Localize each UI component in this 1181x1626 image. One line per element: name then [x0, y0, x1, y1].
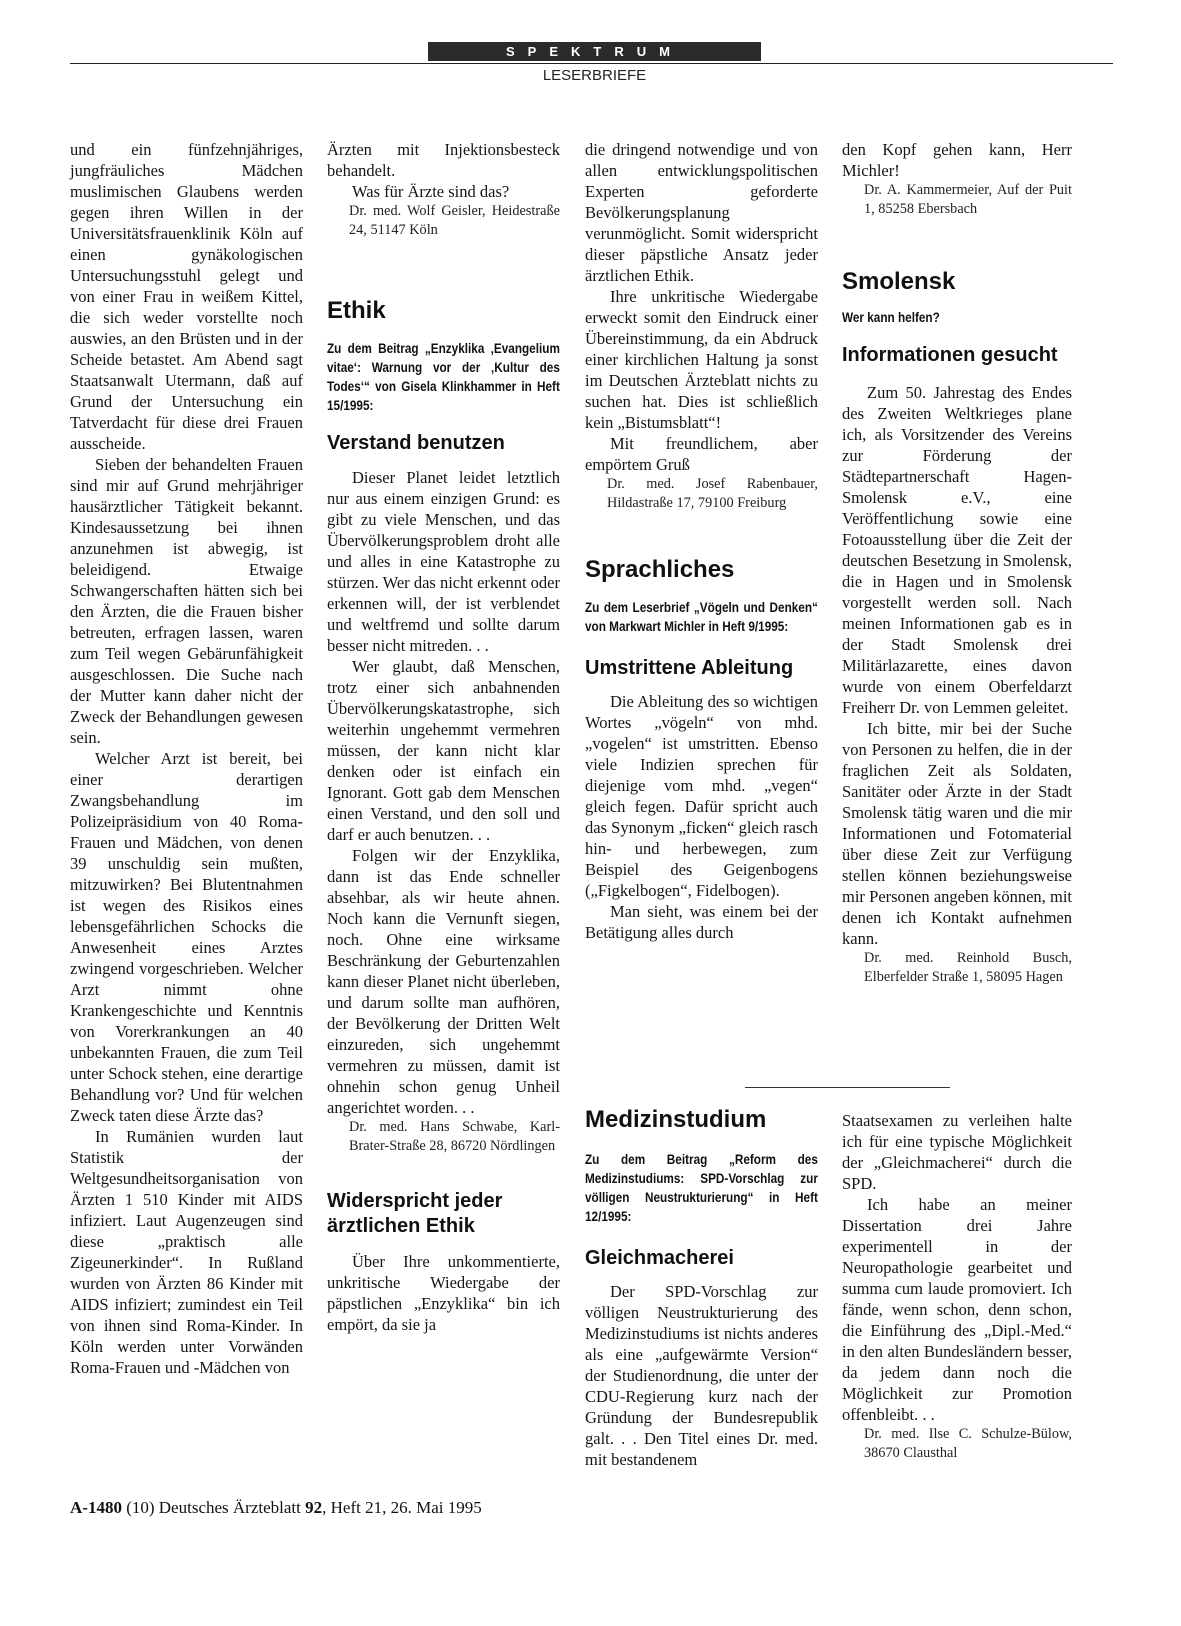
signature: Dr. med. Hans Schwabe, Karl-Brater-Straße 28, 86720 Nördlingen [349, 1119, 560, 1154]
medizinstudium-column-a [585, 1106, 818, 1470]
paragraph: den Kopf gehen kann, Herr Michler! [842, 140, 1072, 180]
paragraph: Dieser Planet leidet letztlich nur aus einem einzigen Grund: es gibt zu viele Menschen, und das Übervölkerungsproblem droht alle und alles in eine Katastrophe zu stürzen. Wer das nicht erkennt oder erkennen will, der ist verblendet und weltfremd und sollte darum besser nicht mitreden. . . [327, 468, 560, 655]
paragraph: Staatsexamen zu verleihen halte ich für eine typische Möglichkeit der „Gleichmacherei“ durch die SPD. [842, 1111, 1072, 1193]
article-reference: Zu dem Beitrag „Enzyklika ‚Evangelium vitae‘: Warnung vor der ‚Kultur des Todes‘“ von Gisela Klinkhammer in Heft 15/1995: [327, 340, 560, 413]
letter-heading: Verstand benutzen [327, 432, 505, 454]
column-4 [842, 139, 1072, 986]
subsection-label: LESERBRIEFE [542, 67, 647, 84]
paragraph: Ärzten mit Injektionsbesteck behandelt. [327, 140, 560, 180]
header-rule [70, 63, 1113, 64]
article-reference: Wer kann helfen? [842, 309, 940, 325]
page-number: A-1480 [70, 1498, 122, 1517]
letter-heading: Widerspricht jeder ärztlichen Ethik [327, 1190, 503, 1237]
section-heading-sprachliches: Sprachliches [585, 556, 735, 583]
column-1 [70, 139, 303, 1378]
issue-date: , Heft 21, 26. Mai 1995 [322, 1498, 482, 1517]
paragraph: Zum 50. Jahrestag des Endes des Zweiten Weltkrieges plane ich, als Vorsitzender des Vereins zur Förderung der Städtepartnerschaft Hagen-Smolensk e.V., eine Veröffentlichung sowie eine Fotoausstellung über die Zeit der deutschen Besetzung in Smolensk, die in Hagen und in Smolensk vorgestellt werden soll. Nach meinen Informationen gab es in der Stadt Smolensk drei Militärlazarette, eines davon wurde von einem Oberfeldarzt Freiherr Dr. von Lemmen geleitet. [842, 383, 1072, 717]
signature: Dr. med. Ilse C. Schulze-Bülow, 38670 Clausthal [864, 1426, 1072, 1461]
issue-page: (10) [126, 1498, 155, 1517]
paragraph: Man sieht, was einem bei der Betätigung alles durch [585, 902, 818, 942]
signature: Dr. med. Wolf Geisler, Heidestraße 24, 51147 Köln [349, 203, 560, 238]
column-3 [585, 139, 818, 943]
paragraph: die dringend notwendige und von allen entwicklungspolitischen Experten geforderte Bevölkerungsplanung verunmöglicht. Somit widerspricht dieser päpstliche Ansatz jeder ärztlichen Ethik. [585, 140, 818, 285]
paragraph: Die Ableitung des so wichtigen Wortes „vögeln“ von mhd. „vogelen“ ist umstritten. Ebenso viele Indizien sprechen für diejenige vom mhd. „vegen“ gleich fegen. Dafür spricht auch das Synonym „ficken“ gleich rasch hin- und herbewegen, zum Beispiel des Geigenbogens („Figkelbogen“, Fidelbogen). [585, 692, 818, 900]
paragraph: Mit freundlichem, aber empörtem Gruß [585, 434, 818, 474]
letter-heading: Umstrittene Ableitung [585, 657, 794, 679]
paragraph: Über Ihre unkommentierte, unkritische Wiedergabe der päpstlichen „Enzyklika“ bin ich empört, da sie ja [327, 1252, 560, 1334]
paragraph: Ich bitte, mir bei der Suche von Personen zu helfen, die in der fraglichen Zeit als Soldaten, Sanitäter oder Ärzte in der Stadt Smolensk tätig waren und die mir Informationen und Fotomaterial über diese Zeit zur Verfügung stellen können beziehungsweise mir Personen angeben können, mit denen ich Kontakt aufnehmen kann. [842, 719, 1072, 948]
section-heading-smolensk: Smolensk [842, 268, 956, 295]
article-reference: Zu dem Leserbrief „Vögeln und Denken“ von Markwart Michler in Heft 9/1995: [585, 599, 818, 634]
paragraph: Sieben der behandelten Frauen sind mir auf Grund mehrjähriger hausärztlicher Tätigkeit bekannt. Kindesaussetzung bei ihnen anzunehmen ist abwegig, ist beleidigend. Etwaige Schwangerschaften hätten sich bei den Ärzten, die die Frauen bisher betreuten, erfragen lassen, waren zum Teil wegen Gebärunfähigkeit ausgeschlossen. Die Suche nach der Mutter kann daher nicht der Zweck der Behandlungen gewesen sein. [70, 455, 303, 747]
column-2 [327, 139, 560, 1335]
volume-number: 92 [305, 1498, 323, 1517]
signature: Dr. A. Kammermeier, Auf der Puit 1, 85258 Ebersbach [864, 182, 1072, 217]
letter-heading: Informationen gesucht [842, 344, 1058, 366]
signature: Dr. med. Josef Rabenbauer, Hildastraße 17, 79100 Freiburg [607, 476, 818, 511]
section-heading-medizinstudium: Medizinstudium [585, 1106, 767, 1133]
paragraph: Der SPD-Vorschlag zur völligen Neustrukturierung des Medizinstudiums ist nichts anderes als eine „aufgewärmte Version“ der Studienordnung, die unter der CDU-Regierung kurz nach der Gründung der Bundesrepublik galt. . . Den Titel eines Dr. med. mit bestandenem [585, 1282, 818, 1469]
section-banner: SPEKTRUM [428, 42, 761, 61]
paragraph: In Rumänien wurden laut Statistik der Weltgesundheitsorganisation von Ärzten 1 510 Kinder mit AIDS infiziert. Laut Augenzeugen sind diese „praktisch alle Zigeunerkinder“. In Rußland wurden von Ärzten 86 Kinder mit AIDS infiziert; zumindest ein Teil von ihnen sind Roma-Kinder. In Köln werden unter Vorwänden Roma-Frauen und -Mädchen von [70, 1127, 303, 1377]
paragraph: Welcher Arzt ist bereit, bei einer derartigen Zwangsbehandlung im Polizeipräsidium von 40 Roma-Frauen und Mädchen, von denen 39 unschuldig sein mußten, mitzuwirken? Bei Blutentnahmen ist wegen des Risikos eines lebensgefährlichen Schocks die Anwesenheit eines Arztes zwingend vorgeschrieben. Welcher Arzt nimmt ohne Krankengeschichte und Kenntnis von Vorerkrankungen an 40 unbekannten Frauen, die zum Teil unter Schock stehen, eine derartige Behandlung vor? Und für welchen Zweck taten diese Ärzte das? [70, 749, 303, 1125]
paragraph: Ich habe an meiner Dissertation drei Jahre experimentell in der Neuropathologie gearbeitet und summa cum laude promoviert. Ich fände, wenn schon, denn schon, die Einführung des „Dipl.-Med.“ in den alten Bundesländern besser, da jedem dann noch die Möglichkeit zur Promotion offenbleibt. . . [842, 1195, 1072, 1424]
paragraph: Folgen wir der Enzyklika, dann ist das Ende schneller absehbar, als wir heute ahnen. Noch kann die Vernunft siegen, noch. Ohne eine wirksame Beschränkung der Geburtenzahlen kann dieser Planet nicht überleben, und darum sollte man aufhören, der Bevölkerung der Dritten Welt einzureden, sich ungehemmt vermehren zu müssen, damit ist ohnehin schon genug Unheil angerichtet worden. . . [327, 846, 560, 1117]
paragraph: und ein fünfzehnjähriges, jungfräuliches Mädchen muslimischen Glaubens werden gegen ihren Willen in der Universitätsfrauenklinik Köln auf einen gynäkologischen Untersuchungsstuhl gelegt und von einer Frau in weißem Kittel, die sich weder vorstellte noch auswies, an den Brüsten und in der Scheide betastet. Am Abend sagt Staatsanwalt Utermann, daß auf Grund der Untersuchung ein Tatverdacht für diese drei Frauen ausscheide. [70, 140, 303, 453]
page-footer [70, 1498, 482, 1518]
paragraph: Was für Ärzte sind das? [352, 182, 510, 201]
section-heading-ethik: Ethik [327, 297, 386, 324]
medizinstudium-column-b [842, 1110, 1072, 1462]
signature: Dr. med. Reinhold Busch, Elberfelder Straße 1, 58095 Hagen [864, 950, 1072, 985]
section-divider [745, 1087, 950, 1088]
paragraph: Wer glaubt, daß Menschen, trotz einer sich anbahnenden Übervölkerungskatastrophe, sich weiterhin ungehemmt vermehren müssen, der kann nicht klar denken oder ist einfach ein Ignorant. Gott gab dem Menschen einen Verstand, und den soll und darf er auch benutzen. . . [327, 657, 560, 844]
letter-heading: Gleichmacherei [585, 1247, 734, 1269]
paragraph: Ihre unkritische Wiedergabe erweckt somit den Eindruck einer Übereinstimmung, da ein Abdruck einer kirchlichen Haltung ja sonst im Deutschen Ärzteblatt nichts zu suchen hat. Dies ist schließlich kein „Bistumsblatt“! [585, 287, 818, 432]
article-reference: Zu dem Beitrag „Reform des Medizinstudiums: SPD-Vorschlag zur völligen Neustrukturierung“ in Heft 12/1995: [585, 1151, 818, 1224]
journal-name: Deutsches Ärzteblatt [158, 1498, 301, 1517]
